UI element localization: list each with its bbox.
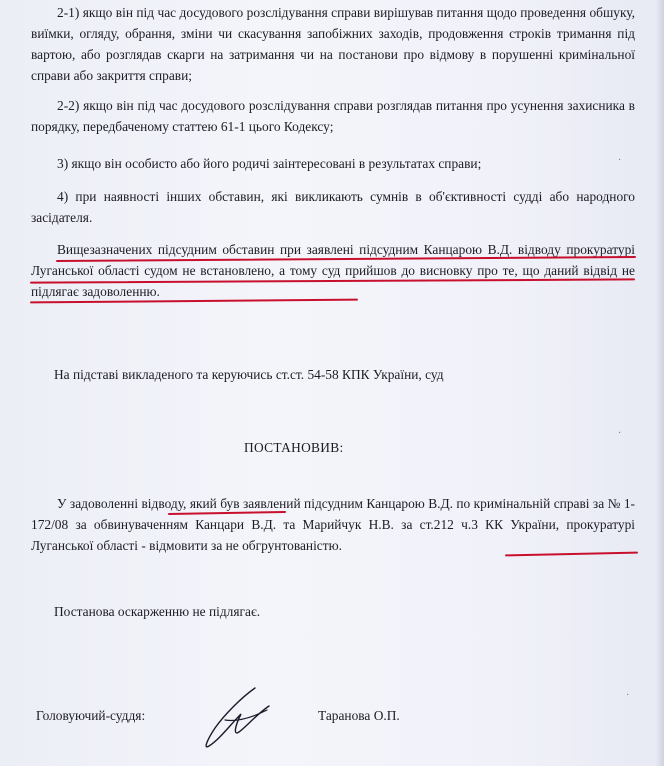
paragraph-2-1: 2-1) якщо він під час досудового розслідування справи вирішував питання щодо проведення обшуку, виїмки, огляду, обрання, зміни чи скасування запобіжних заходів, продовження строків тримання під вартою, або розглядав скарги на затримання чи на постанови про відмову в порушенні кримінальної справи або закриття справи; (31, 5, 635, 83)
paragraph-3: 3) якщо він особисто або його родичі заінтересовані в результатах справи; (57, 156, 482, 171)
margin-mark: · (618, 155, 622, 166)
paragraph-conclusion: Вищезазначених підсудним обставин при заявлені підсудним Канцарою В.Д. відводу прокуратурі Луганської області судом не встановлено, а тому суд прийшов до висновку про те, що даний відвід не підлягає задоволенню. (31, 242, 635, 299)
judge-name: Таранова О.П. (318, 708, 400, 724)
presiding-judge-label: Головуючий-суддя: (36, 708, 146, 724)
page-edge-shadow (656, 0, 664, 766)
judge-signature (195, 684, 275, 754)
margin-mark: · (626, 690, 630, 701)
paragraph-4: 4) при наявності інших обставин, які викликають сумнів в об'єктивності судді або народного засідателя. (31, 189, 635, 225)
appeal-text: Постанова оскарженню не підлягає. (54, 604, 261, 620)
resolution-heading: ПОСТАНОВИВ: (244, 440, 344, 456)
paragraph-resolution: У задоволенні відводу, який був заявлений підсудним Канцарою В.Д. по кримінальній справі за № 1-172/08 за обвинуваченням Канцари В.Д. та Марийчук Н.В. за ст.212 ч.3 КК України, прокуратурі Луганської області - відмовити за не обгрунтованістю. (31, 496, 635, 553)
paragraph-2-2: 2-2) якщо він під час досудового розслідування справи розглядав питання про усунення захисника в порядку, передбаченому статтею 61-1 цього Кодексу; (31, 98, 635, 134)
basis-text: На підставі викладеного та керуючись ст.ст. 54-58 КПК України, суд (54, 367, 444, 383)
margin-mark: · (618, 428, 622, 439)
